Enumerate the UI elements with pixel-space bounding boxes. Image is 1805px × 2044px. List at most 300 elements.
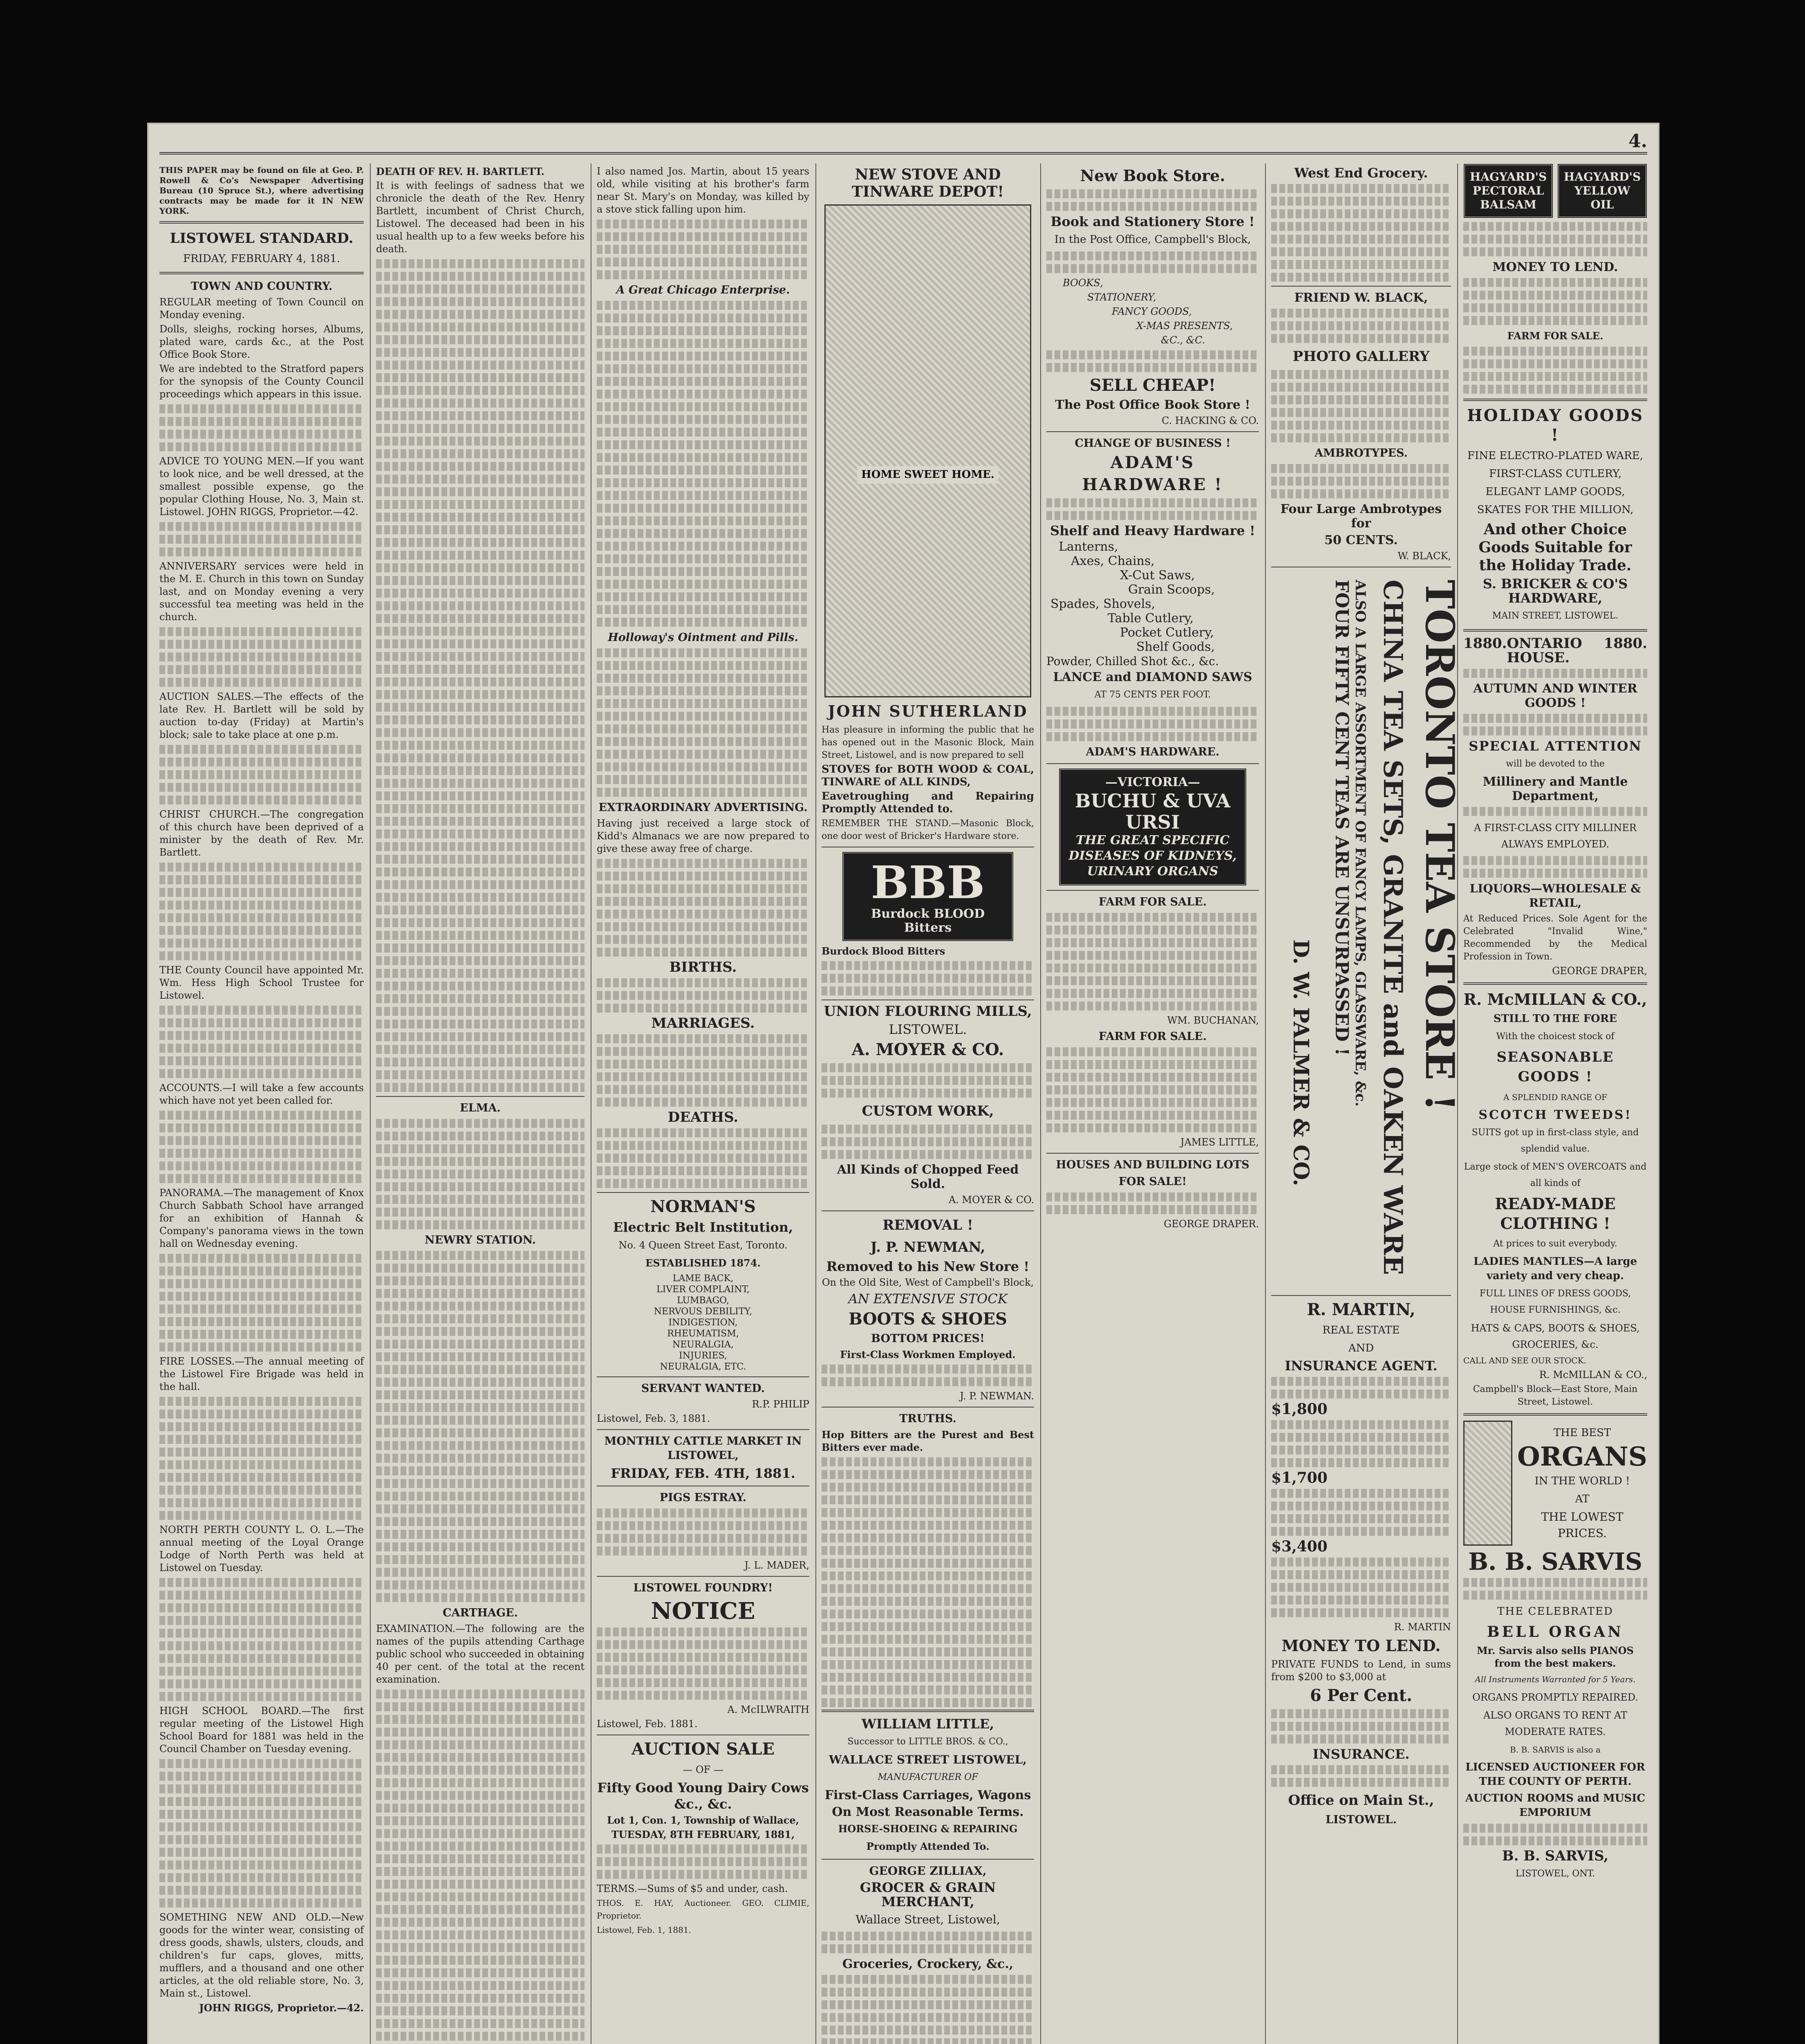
auction-footer: THOS. E. HAY, Auctioneer. GEO. CLIMIE, Proprietor. — [597, 1898, 809, 1921]
feed-line: All Kinds of Chopped Feed Sold. — [837, 1163, 1019, 1191]
bbb-logo-text: BBB — [871, 856, 985, 909]
fifty-cent-teas: FOUR FIFTY CENT TEAS ARE UNSURPASSED ! — [1331, 580, 1352, 1056]
text-block — [1271, 464, 1451, 498]
news-item: FIRE LOSSES.—The annual meeting of the Listowel Fire Brigade was held in the hall. — [159, 1356, 364, 1392]
scotch-tweeds: SCOTCH TWEEDS! — [1478, 1108, 1632, 1122]
bbb-caption: Burdock Blood Bitters — [822, 945, 945, 957]
text-block — [1271, 1377, 1451, 1399]
norman-list-item: NERVOUS DEBILITY, — [654, 1307, 752, 1317]
section-title: TOWN AND COUNTRY. — [190, 280, 333, 293]
news-item: REGULAR meeting of Town Council on Monday evening. — [159, 296, 364, 320]
depot-title: NEW STOVE AND TINWARE DEPOT! — [851, 166, 1004, 200]
custom-work: CUSTOM WORK, — [862, 1103, 994, 1119]
divider — [822, 1210, 1034, 1211]
divider — [1463, 1413, 1647, 1416]
book-line: Book and Stationery Store ! — [1050, 214, 1255, 229]
hacking-sign: C. HACKING & CO. — [1162, 415, 1259, 426]
text-block — [822, 1125, 1034, 1159]
top-rule — [159, 152, 1647, 155]
divider — [1046, 763, 1259, 764]
zilliax-name: GEORGE ZILLIAX, — [869, 1864, 987, 1878]
divider — [597, 1192, 809, 1193]
bell-organ: BELL ORGAN — [1487, 1623, 1624, 1641]
text-block — [1271, 309, 1451, 343]
mcmillan-title: R. McMILLAN & CO., — [1463, 990, 1647, 1009]
change-title: CHANGE OF BUSINESS ! — [1075, 437, 1231, 450]
page-number: 4. — [1628, 131, 1647, 152]
servant-sign: R.P. PHILIP — [752, 1399, 809, 1410]
six-percent: 6 Per Cent. — [1310, 1686, 1412, 1705]
martin-1700: $1,700 — [1271, 1469, 1328, 1486]
text-block — [597, 1845, 809, 1879]
call-line: CALL AND SEE OUR STOCK. — [1463, 1356, 1586, 1365]
text-block — [376, 259, 584, 1092]
norman-subtitle: Electric Belt Institution, — [613, 1219, 793, 1235]
organ-title: ORGANS — [1517, 1441, 1647, 1472]
text-block — [597, 978, 809, 1013]
little-shoeing: HORSE-SHOEING & REPAIRING — [838, 1823, 1018, 1835]
news-item: THE County Council have appointed Mr. Wm. Hess High School Trustee for Listowel. — [159, 964, 364, 1001]
text-block — [1463, 856, 1647, 878]
auction-footer-date: Listowel, Feb. 1, 1881. — [597, 1925, 691, 1935]
news-item: AUCTION SALES.—The effects of the late Rev. H. Bartlett will be sold by auction to-day (Friday) at Martin's block; sale to take place at one p.m. — [159, 691, 364, 740]
foundry-title: LISTOWEL FOUNDRY! — [633, 1582, 773, 1594]
office-line: Office on Main St., — [1288, 1792, 1434, 1809]
ambrotypes-price: 50 CENTS. — [1324, 533, 1398, 547]
news-item: ADVICE TO YOUNG MEN.—If you want to look nice, and be well dressed, at the smallest possible expense, go the popular Clothing House, No. 3, Main st. Listowel. JOHN RIGGS, Proprietor.—42. — [159, 455, 364, 518]
adams-item: Shelf Goods, — [1136, 640, 1215, 654]
sell-cheap: SELL CHEAP! — [1089, 376, 1216, 395]
union-title: UNION FLOURING MILLS, — [824, 1003, 1032, 1020]
auction-rooms: AUCTION ROOMS and MUSIC EMPORIUM — [1465, 1792, 1646, 1819]
newman-stock: AN EXTENSIVE STOCK — [848, 1291, 1008, 1307]
moyer-name: A. MOYER & CO. — [851, 1040, 1004, 1059]
enterprise-title: A Great Chicago Enterprise. — [616, 284, 790, 296]
adams-item: Table Cutlery, — [1108, 611, 1194, 625]
text-block — [822, 1975, 1034, 2044]
insurance-title: INSURANCE. — [1312, 1746, 1410, 1762]
newman-address: On the Old Site, West of Campbell's Block, — [822, 1277, 1034, 1288]
little-successor: Successor to LITTLE BROS. & CO., — [847, 1737, 1008, 1747]
text-block — [1271, 1489, 1451, 1536]
paper-notice: THIS PAPER may be found on file at Geo. P. Rowell & Co's Newspaper Advertising Bureau (10 Spruce St.), where advertising contracts may be made for it IN NEW YORK. — [159, 165, 364, 216]
norman-list — [597, 1273, 809, 1372]
column-1 — [159, 164, 364, 2044]
workmen-line: First-Class Workmen Employed. — [840, 1349, 1016, 1360]
dateline: FRIDAY, FEBRUARY 4, 1881. — [183, 253, 340, 265]
adams-price: AT 75 CENTS PER FOOT. — [1094, 690, 1211, 700]
eaves-line: Eavetroughing and Repairing Promptly Attended to. — [822, 790, 1034, 815]
news-signoff: JOHN RIGGS, Proprietor.—42. — [199, 2002, 364, 2014]
text-block — [1271, 370, 1451, 442]
text-block — [159, 1578, 364, 1701]
west-end-title: West End Grocery. — [1294, 165, 1428, 181]
text-block — [1271, 184, 1451, 282]
adams-item: Axes, Chains, — [1071, 554, 1155, 568]
millinery: Millinery and Mantle Department, — [1483, 775, 1628, 803]
truths-text: Hop Bitters are the Purest and Best Bitters ever made. — [822, 1429, 1034, 1453]
stand-line: REMEMBER THE STAND.—Masonic Block, one door west of Bricker's Hardware store. — [822, 818, 1034, 841]
obituary-text: It is with feelings of sadness that we chronicle the death of the Rev. Henry Bartlett, incumbent of Christ Church, Listowel. The deceased had been in his usual health up to a few weeks before his death. — [376, 180, 584, 255]
zilliax-street: Wallace Street, Listowel, — [855, 1913, 1000, 1926]
text-block — [159, 627, 364, 687]
book-item: FANCY GOODS, — [1112, 306, 1192, 317]
little-prompt: Promptly Attended To. — [866, 1840, 990, 1852]
text-block — [597, 220, 809, 279]
truths-title: TRUTHS. — [899, 1412, 956, 1425]
news-item: NORTH PERTH COUNTY L. O. L.—The annual meeting of the Loyal Orange Lodge of North Perth was held at Listowel on Tuesday. — [159, 1524, 364, 1573]
norman-list-item: INJURIES, — [679, 1351, 727, 1361]
bricker-address: MAIN STREET, LISTOWEL. — [1492, 611, 1619, 621]
boots-line: BOOTS & SHOES — [849, 1309, 1007, 1329]
pigs-sign: J. L. MADER, — [744, 1560, 809, 1571]
text-block — [1046, 1192, 1259, 1214]
text-block — [1463, 669, 1647, 678]
norman-list-item: RHEUMATISM, — [667, 1329, 739, 1339]
zilliax-title: GROCER & GRAIN MERCHANT, — [860, 1880, 996, 1910]
new-book-title: New Book Store. — [1080, 166, 1225, 185]
little-street: WALLACE STREET LISTOWEL, — [829, 1753, 1027, 1766]
column-rule — [1040, 164, 1041, 2044]
farm2-title: FARM FOR SALE. — [1098, 1030, 1207, 1043]
martin-line3: INSURANCE AGENT. — [1285, 1358, 1438, 1374]
adams-footer: ADAM'S HARDWARE. — [1086, 746, 1220, 758]
text-block — [1463, 714, 1647, 735]
little-terms: On Most Reasonable Terms. — [832, 1805, 1024, 1819]
divider — [597, 1429, 809, 1430]
victoria-sub3: URINARY ORGANS — [1087, 864, 1218, 879]
text-block — [1046, 707, 1259, 741]
toronto-title: TORONTO TEA STORE ! — [1417, 580, 1463, 1112]
stoves-line: STOVES for BOTH WOOD & COAL, TINWARE of ALL KINDS, — [822, 763, 1034, 788]
holiday-item: SKATES FOR THE MILLION, — [1477, 504, 1634, 516]
post-office-store: The Post Office Book Store ! — [1055, 398, 1250, 412]
victoria-title: —VICTORIA— — [1105, 775, 1200, 789]
scotch-intro: A SPLENDID RANGE OF — [1503, 1092, 1607, 1102]
holiday-item: FIRST-CLASS CUTLERY, — [1489, 468, 1622, 480]
norman-list-item: NEURALGIA, — [672, 1340, 734, 1350]
organ-illustration — [1463, 1421, 1512, 1546]
auction-lot: Lot 1, Con. 1, Township of Wallace, — [607, 1814, 799, 1826]
text-block — [159, 1111, 364, 1183]
adams-item: Pocket Cutlery, — [1120, 625, 1214, 640]
column-rule — [1265, 164, 1266, 2044]
divider — [822, 1859, 1034, 1860]
celebrated: THE CELEBRATED — [1497, 1605, 1613, 1618]
office-city: LISTOWEL. — [1325, 1813, 1397, 1826]
divider — [1463, 399, 1647, 401]
sutherland-text: Has pleasure in informing the public that he has opened out in the Masonic Block, Main Street, Listowel, and is now prepared to sell — [822, 725, 1034, 760]
adams-hardware: HARDWARE ! — [1082, 475, 1223, 494]
auction-terms: TERMS.—Sums of $5 and under, cash. — [597, 1883, 788, 1894]
sarvis-place: LISTOWEL, ONT. — [1515, 1869, 1595, 1879]
ontario-year-left: 1880. — [1463, 635, 1507, 652]
text-block — [597, 301, 809, 627]
divider — [376, 1096, 584, 1097]
holiday-item: ELEGANT LAMP GOODS, — [1485, 486, 1625, 498]
palmer-sign: D. W. PALMER & CO. — [1288, 939, 1313, 1186]
adams-name: ADAM'S — [1110, 453, 1195, 472]
book-item: X-MAS PRESENTS, — [1136, 320, 1233, 332]
seasonable-goods: SEASONABLE GOODS ! — [1496, 1049, 1614, 1085]
lots-title: HOUSES AND BUILDING LOTS — [1056, 1159, 1250, 1171]
births-title: BIRTHS. — [669, 959, 737, 975]
norman-list-item: LUMBAGO, — [677, 1295, 729, 1306]
book-item: STATIONERY, — [1087, 291, 1156, 303]
text-block — [822, 1457, 1034, 1707]
ontario-title: ONTARIO HOUSE. — [1507, 635, 1582, 666]
notice-sign: A. McILWRAITH — [727, 1704, 809, 1715]
choicest-line: With the choicest stock of — [1496, 1031, 1615, 1042]
victoria-name: BUCHU & UVA URSI — [1075, 790, 1231, 833]
divider — [1046, 431, 1259, 432]
book-item: &C., &C. — [1161, 334, 1205, 346]
column-7 — [1463, 164, 1647, 2044]
obituary-title: DEATH OF REV. H. BARTLETT. — [376, 166, 544, 177]
autumn-title: AUTUMN AND WINTER GOODS ! — [1473, 681, 1637, 710]
paper-title: LISTOWEL STANDARD. — [170, 230, 354, 247]
column-4-lower — [822, 1705, 1034, 2044]
low-prices: At prices to suit everybody. — [1493, 1239, 1617, 1249]
sutherland-title: JOHN SUTHERLAND — [828, 702, 1028, 720]
fancy-lamps: ALSO A LARGE ASSORTMENT OF FANCY LAMPS, GLASSWARE, &c. — [1352, 580, 1368, 1107]
divider — [1271, 286, 1451, 287]
little-name: WILLIAM LITTLE, — [861, 1716, 994, 1732]
text-block — [1271, 1420, 1451, 1467]
news-item: ANNIVERSARY services were held in the M. E. Church in this town on Sunday last, and on Monday evening a very successful tea meeting was held in the church. — [159, 560, 364, 623]
farm2-sign: JAMES LITTLE, — [1180, 1136, 1259, 1148]
divider — [1463, 629, 1647, 632]
text-block — [1463, 347, 1647, 394]
mcmillan-sign: R. McMILLAN & CO., — [1539, 1369, 1647, 1381]
text-block — [1271, 1558, 1451, 1617]
adams-shelf: Shelf and Heavy Hardware ! — [1050, 523, 1255, 538]
special-sub: will be devoted to the — [1506, 759, 1605, 769]
marriages-title: MARRIAGES. — [651, 1015, 755, 1031]
carthage-title: CARTHAGE. — [443, 1607, 518, 1619]
ambrotypes-line: Four Large Ambrotypes for — [1280, 502, 1442, 531]
martin-line1: REAL ESTATE — [1322, 1324, 1400, 1336]
holiday-title: HOLIDAY GOODS ! — [1467, 406, 1644, 445]
little-manufacturer: MANUFACTURER OF — [878, 1772, 978, 1782]
text-block — [1271, 1709, 1451, 1744]
organ-best: THE BEST — [1553, 1427, 1611, 1439]
text-block — [1271, 1765, 1451, 1787]
text-block — [1463, 807, 1647, 816]
ready-made: READY-MADE CLOTHING ! — [1495, 1195, 1616, 1233]
text-block — [159, 1254, 364, 1351]
special-attention: SPECIAL ATTENTION — [1469, 738, 1642, 754]
notice-title: NOTICE — [651, 1598, 755, 1625]
martin-3400: $3,400 — [1271, 1538, 1328, 1555]
martin-sign: R. MARTIN — [1394, 1621, 1451, 1633]
elma-title: ELMA. — [460, 1102, 501, 1114]
adams-item: Lanterns, — [1059, 540, 1118, 554]
lots-sign: GEORGE DRAPER. — [1164, 1218, 1259, 1230]
moyer-sign: A. MOYER & CO. — [948, 1194, 1034, 1206]
warranted-line: All Instruments Warranted for 5 Years. — [1475, 1674, 1636, 1684]
newry-title: NEWRY STATION. — [424, 1234, 536, 1246]
newman-line: Removed to his New Store ! — [826, 1259, 1030, 1274]
carthage-text: EXAMINATION.—The following are the names of the pupils attending Carthage public school who succeeded in obtaining 40 per cent. of the total at the recent examination. — [376, 1623, 584, 1685]
adams-item: Spades, Shovels, — [1050, 597, 1156, 611]
liquors-title: LIQUORS—WHOLESALE & RETAIL, — [1469, 882, 1641, 910]
mantles-line: LADIES MANTLES—A large variety and very cheap. — [1473, 1255, 1637, 1282]
organ-world: IN THE WORLD ! — [1534, 1475, 1630, 1487]
adams-saws: LANCE and DIAMOND SAWS — [1053, 670, 1252, 684]
text-block — [376, 1690, 584, 2044]
text-block — [159, 404, 364, 451]
norman-list-item: LIVER COMPLAINT, — [656, 1284, 750, 1295]
news-item: HIGH SCHOOL BOARD.—The first regular meeting of the Listowel High School Board for 1881 was held in the Council Chamber on Tuesday evening. — [159, 1705, 364, 1755]
text-block — [1046, 498, 1259, 520]
ontario-header — [1463, 637, 1647, 665]
china-tea-sets: CHINA TEA SETS, GRANITE and OAKEN WARE — [1377, 580, 1408, 1275]
holiday-choice: And other Choice Goods Suitable for the Holiday Trade. — [1478, 521, 1632, 574]
divider — [159, 221, 364, 224]
overcoats-line: Large stock of MEN'S OVERCOATS and all kinds of — [1464, 1162, 1647, 1188]
text-block — [597, 1627, 809, 1700]
servant-title: SERVANT WANTED. — [641, 1382, 765, 1395]
text-block — [1046, 189, 1259, 211]
holloway-title: Holloway's Ointment and Pills. — [608, 631, 798, 644]
text-block — [159, 1006, 364, 1078]
text-block — [822, 961, 1034, 995]
norman-list-item: NEURALGIA, ETC. — [660, 1362, 746, 1372]
removal-title: REMOVAL ! — [882, 1217, 973, 1233]
text-block — [597, 1034, 809, 1107]
still-to-fore: STILL TO THE FORE — [1493, 1013, 1617, 1025]
text-block — [1046, 350, 1259, 372]
norman-list-item: LAME BACK, — [672, 1273, 734, 1284]
divider — [1271, 1295, 1451, 1296]
text-block — [376, 1251, 584, 1602]
cattle-title: MONTHLY CATTLE MARKET IN LISTOWEL, — [604, 1435, 802, 1462]
union-place: LISTOWEL. — [889, 1022, 967, 1037]
notice-date: Listowel, Feb. 1881. — [597, 1718, 698, 1730]
toronto-tea-ad — [1271, 572, 1463, 1291]
text-block — [1463, 278, 1647, 325]
divider — [1046, 890, 1259, 891]
milliner-line: A FIRST-CLASS CITY MILLINER ALWAYS EMPLOYED. — [1474, 822, 1637, 850]
text-block — [597, 1508, 809, 1555]
suits-line: SUITS got up in first-class style, and splendid value. — [1471, 1127, 1639, 1154]
sarvis-title: B. B. SARVIS — [1468, 1548, 1642, 1576]
hagyard-balsam-ad: HAGYARD'S PECTORAL BALSAM — [1463, 164, 1553, 218]
private-funds: PRIVATE FUNDS to Lend, in sums from $200 to $3,000 at — [1271, 1659, 1451, 1683]
news-item: ACCOUNTS.—I will take a few accounts which have not yet been called for. — [159, 1082, 364, 1106]
licensed-line: LICENSED AUCTIONEER FOR THE COUNTY OF PERTH. — [1465, 1761, 1645, 1788]
text-block — [597, 648, 809, 797]
newman-sign: J. P. NEWMAN. — [960, 1390, 1034, 1402]
deaths-title: DEATHS. — [667, 1109, 739, 1125]
newman-name: J. P. NEWMAN, — [870, 1239, 985, 1255]
martin-1800: $1,800 — [1271, 1401, 1328, 1418]
martin-name: R. MARTIN, — [1307, 1300, 1415, 1319]
draper-sign: GEORGE DRAPER, — [1552, 965, 1647, 977]
book-place: In the Post Office, Campbell's Block, — [1054, 233, 1251, 246]
news-item: We are indebted to the Stratford papers for the synopsis of the County Council proceedings which appears in this issue. — [159, 363, 364, 400]
bottom-prices: BOTTOM PRICES! — [871, 1332, 985, 1345]
auction-sub: — OF — — [683, 1764, 723, 1775]
martin-line2: AND — [1348, 1342, 1374, 1354]
column-2 — [376, 164, 584, 2044]
newspaper-page — [147, 123, 1659, 2044]
divider — [1046, 1153, 1259, 1154]
column-3 — [597, 164, 809, 2044]
ambrotypes-title: AMBROTYPES. — [1315, 447, 1408, 459]
stove-illustration — [824, 204, 1031, 697]
text-block — [159, 863, 364, 960]
money-title: MONEY TO LEND. — [1281, 1636, 1441, 1655]
norman-established: ESTABLISHED 1874. — [645, 1257, 761, 1269]
adams-powder: Powder, Chilled Shot &c., &c. — [1046, 654, 1219, 668]
news-item: SOMETHING NEW AND OLD.—New goods for the winter wear, consisting of dress goods, shawls, ulsters, clouds, and children's fur caps, gloves, mitts, mufflers, and a thousand and one other articles, at the old reliable store, No. 3, Main st., Listowel. — [159, 1912, 364, 1999]
norman-title: NORMAN'S — [650, 1197, 756, 1216]
rent-line: ALSO ORGANS TO RENT AT MODERATE RATES. — [1483, 1710, 1627, 1737]
norman-address: No. 4 Queen Street East, Toronto. — [618, 1239, 788, 1251]
divider — [597, 1376, 809, 1377]
pigs-title: PIGS ESTRAY. — [659, 1491, 747, 1504]
adams-item: X-Cut Saws, — [1120, 568, 1195, 583]
text-block — [159, 1397, 364, 1520]
invalid-wine: At Reduced Prices. Sole Agent for the Celebrated "Invalid Wine," Recommended by the Medical Profession in Town. — [1463, 914, 1647, 962]
illustration-caption: HOME SWEET HOME. — [857, 466, 999, 484]
organ-at: AT — [1575, 1493, 1590, 1505]
ontario-year-right: 1880. — [1603, 635, 1647, 652]
text-block — [597, 859, 809, 957]
text-block — [1463, 1824, 1647, 1845]
bricker-title: S. BRICKER & CO'S HARDWARE, — [1483, 576, 1628, 606]
auction-title: AUCTION SALE — [631, 1739, 775, 1759]
news-item: Dolls, sleighs, rocking horses, Albums, plated ware, cards &c., at the Post Office Book Store. — [159, 323, 364, 360]
farm-sign: WM. BUCHANAN, — [1167, 1015, 1259, 1026]
black-sign: W. BLACK, — [1397, 550, 1451, 562]
column-rule — [370, 164, 371, 2044]
farm-title: FARM FOR SALE. — [1098, 896, 1207, 908]
advertising-text: Having just received a large stock of Kidd's Almanacs we are now prepared to give these away free of charge. — [597, 818, 809, 854]
hagyard-yellow-oil-ad: HAGYARD'S YELLOW OIL — [1557, 164, 1647, 218]
news-item: PANORAMA.—The management of Knox Church Sabbath School have arranged for an exhibition of Hannah & Company's panorama views in the town hall on Wednesday evening. — [159, 1187, 364, 1249]
book-item: BOOKS, — [1063, 277, 1103, 289]
lots-sub: FOR SALE! — [1118, 1175, 1187, 1188]
licensed-intro: B. B. SARVIS is also a — [1510, 1745, 1601, 1755]
holiday-item: FINE ELECTRO-PLATED WARE, — [1467, 450, 1643, 462]
dress-goods: FULL LINES OF DRESS GOODS, HOUSE FURNISHINGS, &c. — [1479, 1289, 1631, 1315]
text-block — [159, 522, 364, 556]
text-block — [1046, 913, 1259, 1011]
repaired-line: ORGANS PROMPTLY REPAIRED. — [1472, 1692, 1638, 1703]
mcmillan-block: Campbell's Block—East Store, Main Street, Listowel. — [1473, 1384, 1638, 1407]
little-carriages: First-Class Carriages, Wagons — [824, 1788, 1031, 1802]
friend-title: FRIEND W. BLACK, — [1294, 291, 1428, 305]
farm-title: FARM FOR SALE. — [1507, 330, 1603, 342]
text-block — [597, 1128, 809, 1188]
advertising-title: EXTRAORDINARY ADVERTISING. — [598, 801, 808, 814]
cattle-date: FRIDAY, FEB. 4TH, 1881. — [611, 1466, 795, 1481]
adams-item: Grain Scoops, — [1128, 583, 1215, 597]
bbb-logo — [842, 852, 1014, 941]
text-block — [1463, 1578, 1647, 1600]
intro-text: I also named Jos. Martin, about 15 years old, while visiting at his brother's farm near St. Mary's on Monday, was killed by a stove stick falling upon him. — [597, 166, 809, 215]
victoria-sub: THE GREAT SPECIFIC — [1075, 833, 1229, 847]
divider — [1463, 982, 1647, 985]
organ-lowest: THE LOWEST PRICES. — [1541, 1510, 1624, 1540]
text-block — [1046, 251, 1259, 273]
organ-heading — [1517, 1423, 1647, 1543]
auction-date: TUESDAY, 8TH FEBRUARY, 1881, — [611, 1829, 795, 1840]
news-item: CHRIST CHURCH.—The congregation of this church have been deprived of a minister by the death of Rev. Mr. Bartlett. — [159, 809, 364, 858]
